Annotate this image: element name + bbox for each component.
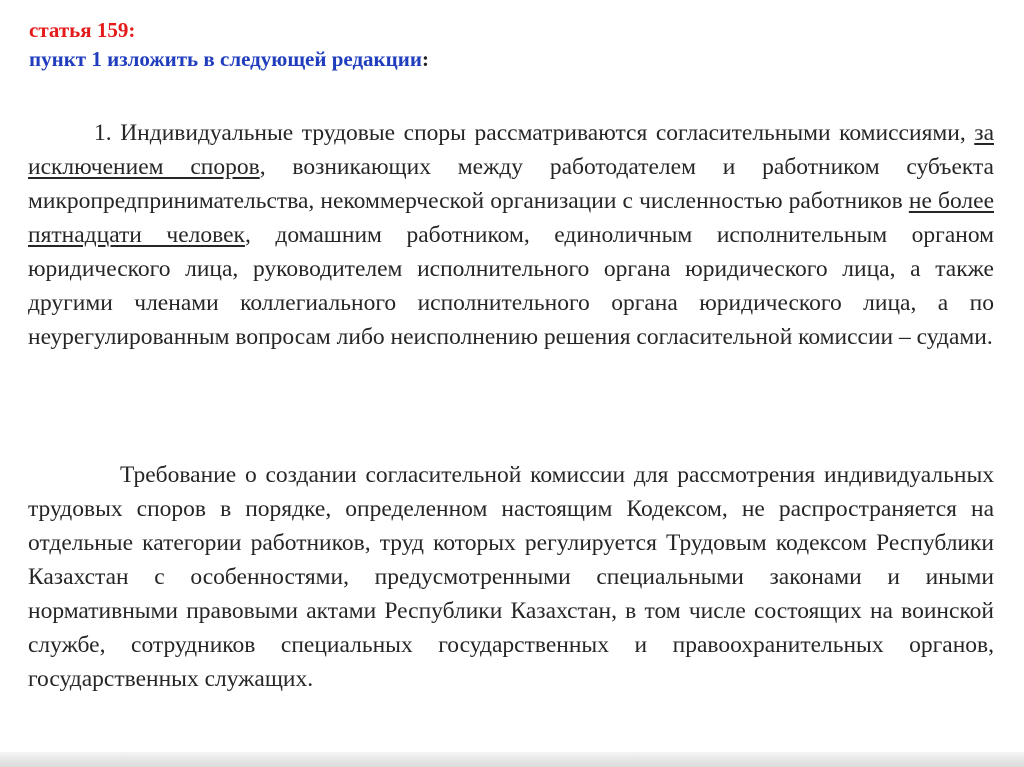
paragraph-1-part-a: 1. Индивидуальные трудовые споры рассматриваются согласительными комиссиями, bbox=[94, 120, 975, 146]
paragraph-2: Требование о создании согласительной комиссии для рассмотрения индивидуальных трудовых споров в порядке, определенном настоящим Кодексом, не распространяется на отдельные категории работников, труд которых регулируется Трудовым кодексом Республики Казахстан с особенностями, предусмотренными специальными законами и иными нормативными правовыми актами Республики Казахстан, в том числе состоящих на воинской службе, сотрудников специальных государственных и правоохранительных органов, государственных служащих. bbox=[28, 462, 994, 692]
underlined-phrase-exception: за исключением споров bbox=[28, 120, 994, 180]
paragraph-1-part-b: , возникающих между работодателем и работником субъекта микропредпринимательства, некоммерческой организации с численностью работников bbox=[28, 154, 994, 214]
paragraph-1-part-c: , домашним работником, единоличным исполнительным органом юридического лица, руководителем исполнительного органа юридического лица, а также другими членами коллегиального исполнительного органа юридического лица, а по неурегулированным вопросам либо неисполнению решения согласительной комиссии – судами. bbox=[28, 222, 994, 350]
instruction-colon: : bbox=[421, 47, 429, 71]
article-reference-line bbox=[29, 16, 989, 45]
underlined-phrase-limit: не более пятнадцати человек bbox=[28, 188, 994, 248]
instruction-line bbox=[29, 45, 989, 74]
amendment-instruction: пункт 1 изложить в следующей редакции bbox=[29, 47, 422, 71]
article-reference: статья 159: bbox=[29, 18, 136, 42]
amendment-heading bbox=[29, 16, 989, 74]
paragraph-1 bbox=[28, 116, 994, 354]
